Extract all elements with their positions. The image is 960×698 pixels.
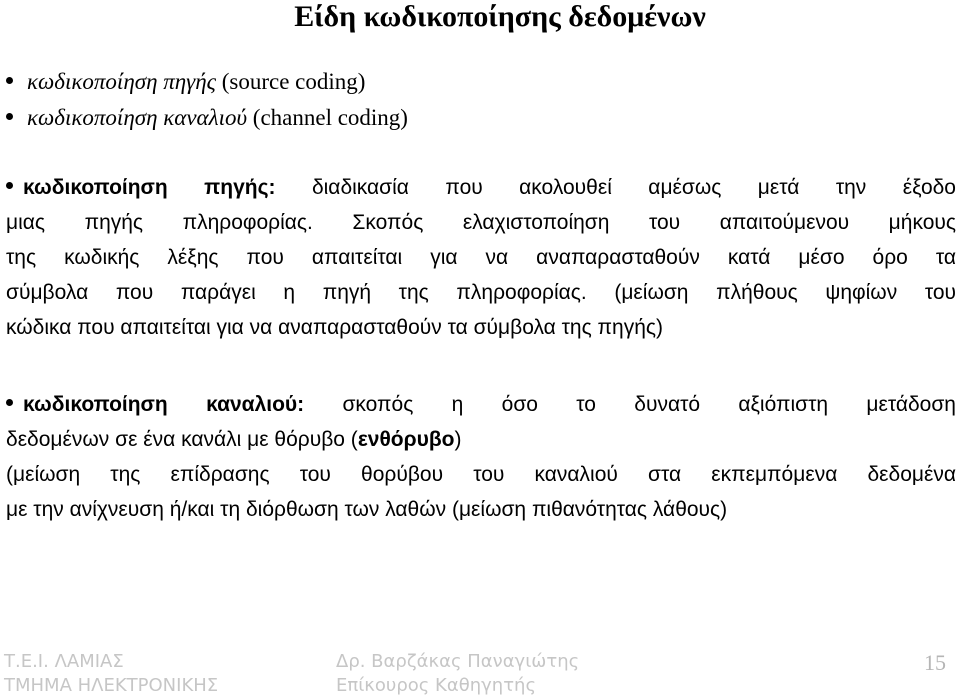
page-number: 15	[924, 650, 946, 675]
bullet-icon	[6, 399, 13, 406]
source-coding-paragraph	[6, 170, 956, 345]
list-item	[6, 68, 365, 96]
bullet-icon	[6, 113, 13, 120]
paragraph-line: κώδικα που απαιτείται για να αναπαρασταθούν τα σύμβολα της πηγής)	[6, 316, 664, 339]
channel-term: κωδικοποίηση καναλιού:	[23, 393, 305, 416]
paragraph-line: (μείωση της επίδρασης του θορύβου του καναλιού στα εκπεμπόμενα δεδομένα	[6, 463, 956, 486]
paragraph-line: κωδικοποίηση πηγής: διαδικασία που ακολουθεί αμέσως μετά την έξοδο	[6, 170, 956, 205]
channel-coding-paragraph	[6, 387, 956, 527]
list-item	[6, 104, 408, 132]
type-term: κωδικοποίηση καναλιού	[27, 105, 248, 130]
type-term: κωδικοποίηση πηγής	[27, 69, 216, 94]
paragraph-line: της κωδικής λέξης που απαιτείται για να αναπαρασταθούν κατά μέσο όρο τα	[6, 246, 956, 269]
source-term: κωδικοποίηση πηγής:	[23, 176, 276, 199]
footer-author: Δρ. Βαρζάκας Παναγιώτης Επίκουρος Καθηγητής	[336, 651, 580, 696]
footer-institution: Τ.Ε.Ι. ΛΑΜΙΑΣ ΤΜΗΜΑ ΗΛΕΚΤΡΟΝΙΚΗΣ	[4, 651, 219, 696]
type-english: (channel coding)	[247, 105, 408, 130]
paragraph-line: κωδικοποίηση καναλιού: σκοπός η όσο το δυνατό αξιόπιστη μετάδοση	[6, 387, 956, 422]
bold-term: ενθόρυβο	[357, 428, 455, 451]
type-english: (source coding)	[215, 69, 366, 94]
paragraph-line: σύμβολα που παράγει η πηγή της πληροφορίας. (μείωση πλήθους ψηφίων του	[6, 281, 956, 304]
paragraph-line: μιας πηγής πληροφορίας. Σκοπός ελαχιστοποίηση του απαιτούμενου μήκους	[6, 211, 956, 234]
paragraph-line: δεδομένων σε ένα κανάλι με θόρυβο (ενθόρυβο)	[6, 428, 462, 451]
bullet-icon	[6, 77, 13, 84]
bullet-icon	[6, 182, 13, 189]
paragraph-line: με την ανίχνευση ή/και τη διόρθωση των λαθών (μείωση πιθανότητας λάθους)	[6, 498, 728, 521]
slide-title: Είδη κωδικοποίησης δεδομένων	[294, 0, 706, 33]
